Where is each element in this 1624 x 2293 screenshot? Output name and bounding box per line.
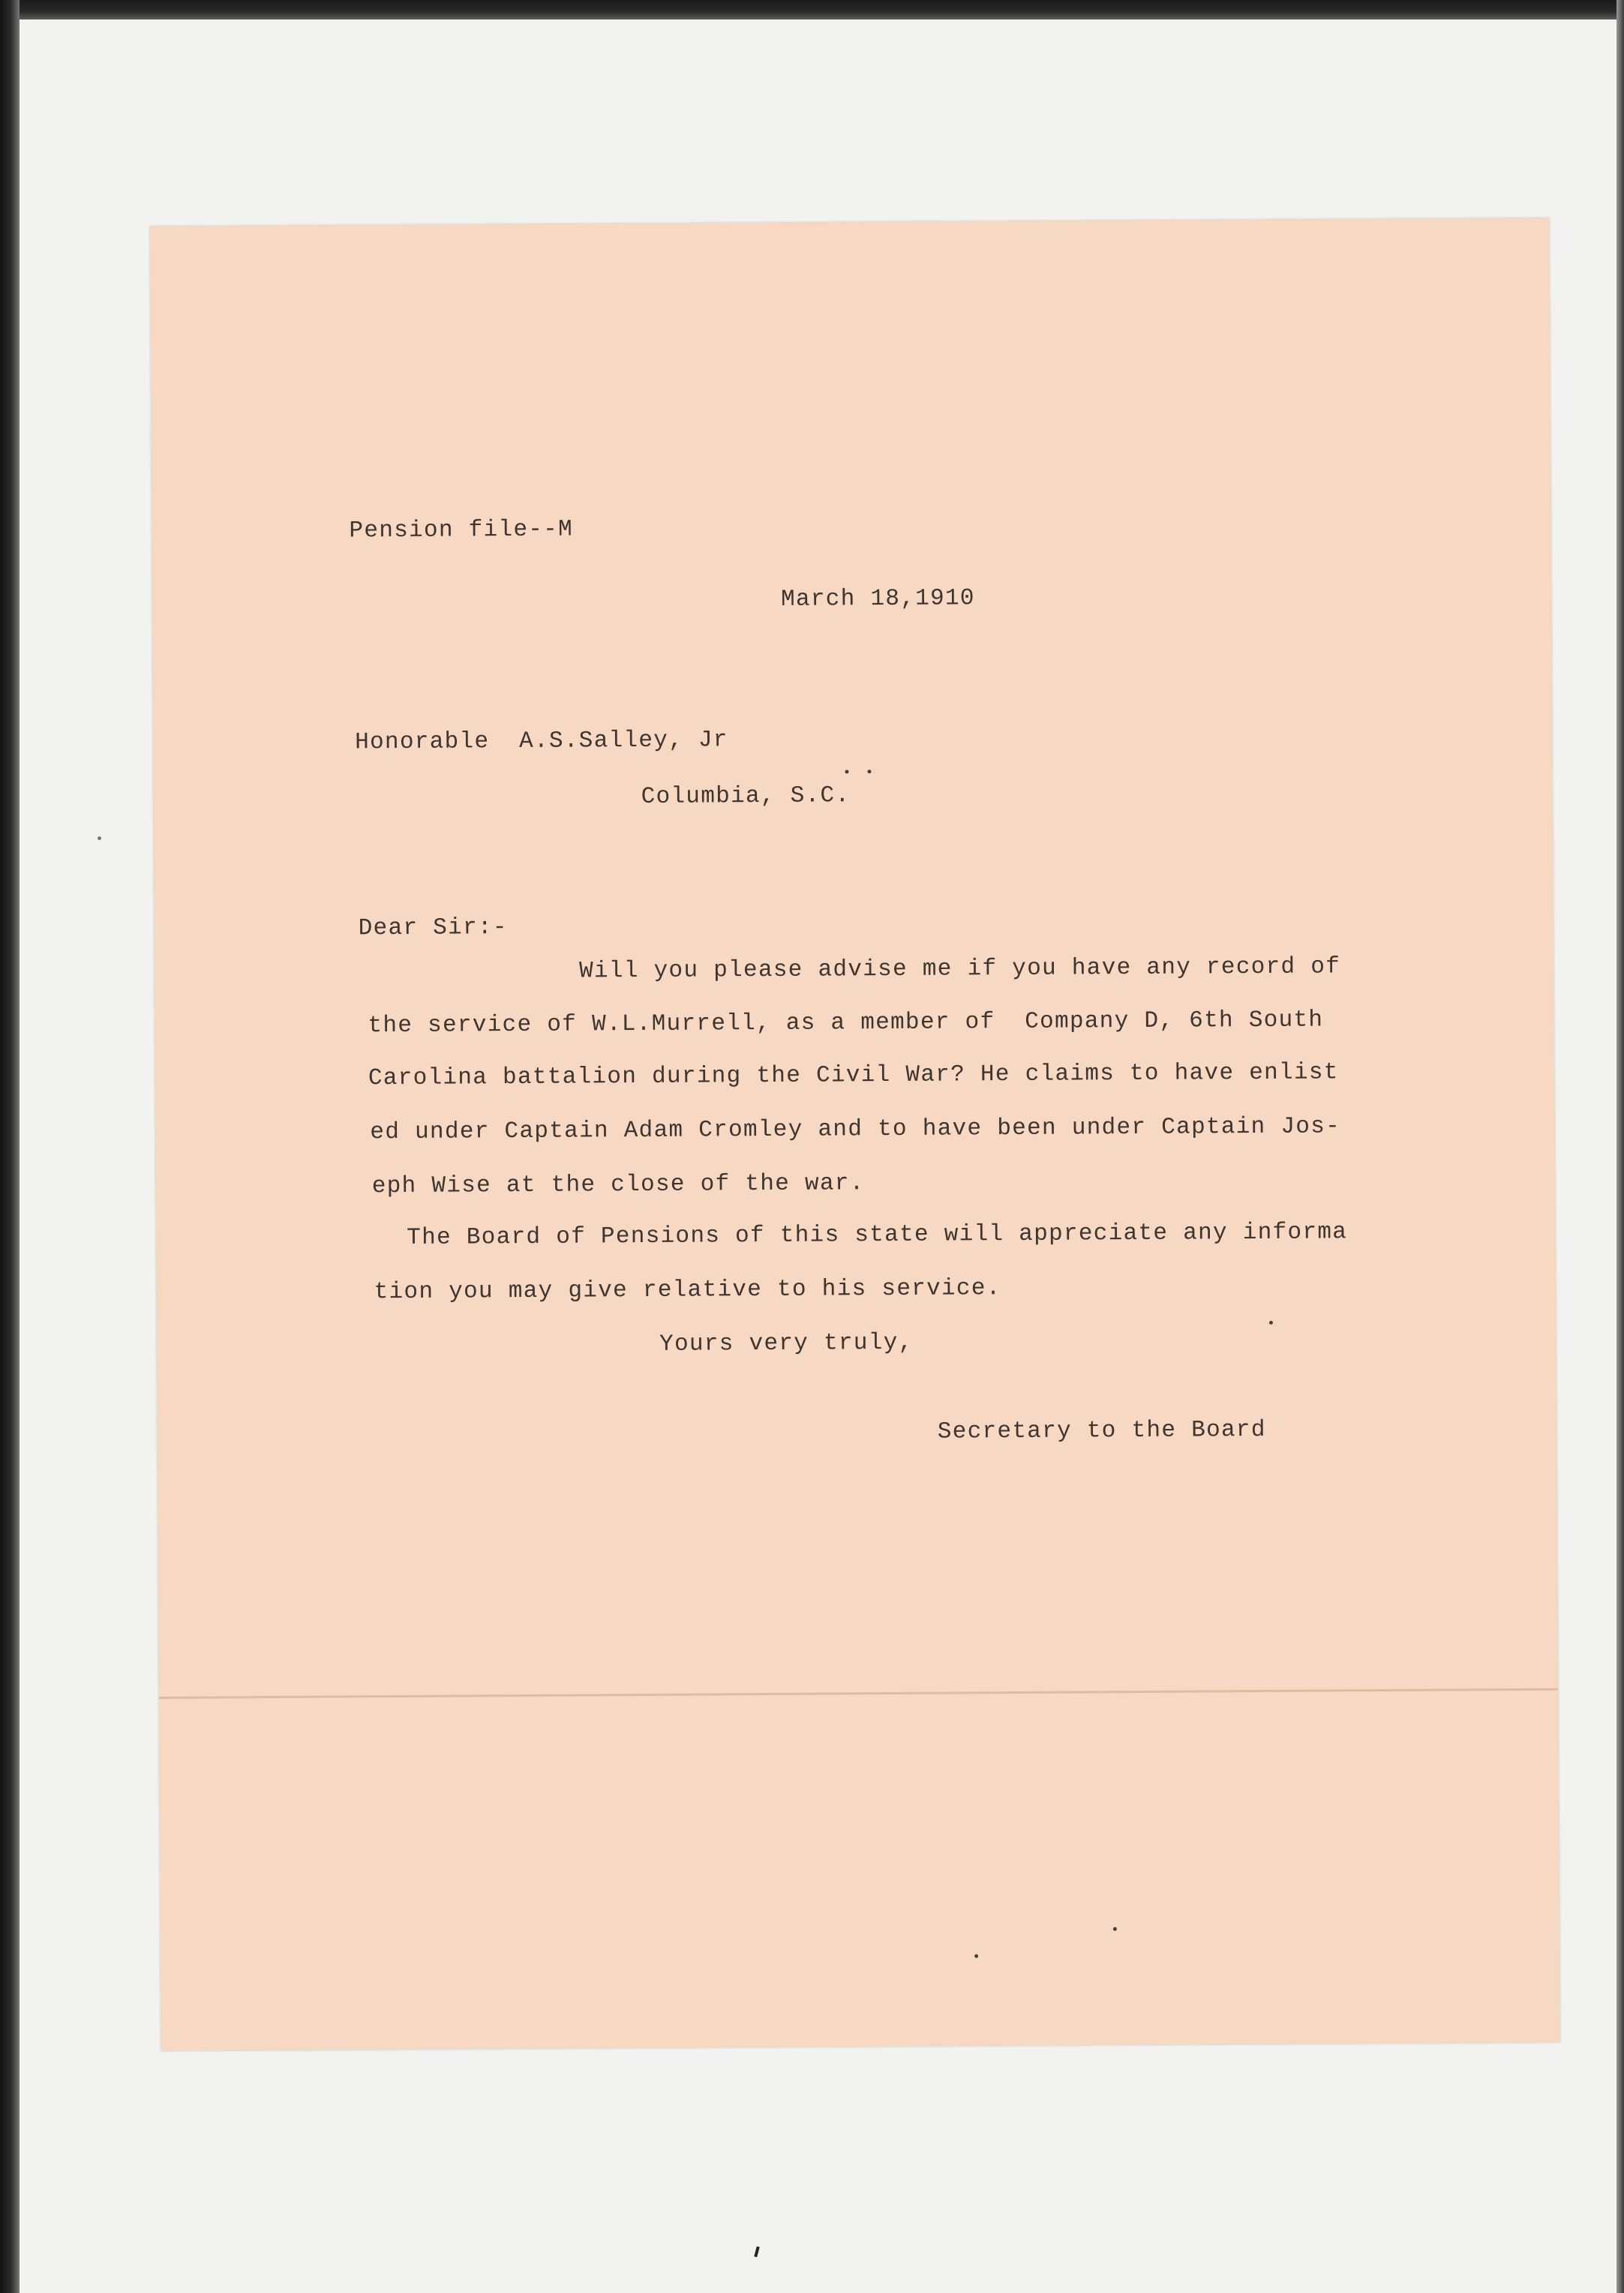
scan-speck — [98, 836, 101, 840]
body-line: The Board of Pensions of this state will appreciate any informa — [407, 1219, 1348, 1251]
paper-speck — [1113, 1927, 1117, 1931]
scan-edge-left — [0, 0, 20, 2293]
salutation: Dear Sir:- — [358, 914, 508, 942]
letter-date: March 18,1910 — [780, 585, 975, 613]
paper-speck — [974, 1954, 978, 1958]
body-line: Carolina battalion during the Civil War? He claims to have enlist — [368, 1059, 1339, 1092]
scan-edge-right — [1616, 0, 1624, 2293]
body-line: ed under Captain Adam Cromley and to have been under Captain Jos- — [370, 1113, 1341, 1146]
paper-speck — [1269, 1321, 1273, 1325]
signature-line: Secretary to the Board — [937, 1416, 1266, 1445]
body-line: the service of W.L.Murrell, as a member of Company D, 6th South — [368, 1007, 1324, 1040]
recipient-name: Honorable A.S.Salley, Jr — [355, 727, 728, 756]
typewriter-dot — [867, 770, 871, 773]
body-line: eph Wise at the close of the war. — [371, 1170, 865, 1200]
body-line: tion you may give relative to his service. — [374, 1275, 1001, 1306]
file-label: Pension file--M — [349, 516, 574, 545]
body-line: Will you please advise me if you have any record of — [578, 953, 1341, 985]
letter-page — [150, 218, 1560, 2051]
closing: Yours very truly, — [659, 1329, 914, 1358]
typewriter-dot — [845, 770, 848, 773]
scan-edge-top — [0, 0, 1624, 20]
recipient-city: Columbia, S.C. — [641, 782, 851, 811]
